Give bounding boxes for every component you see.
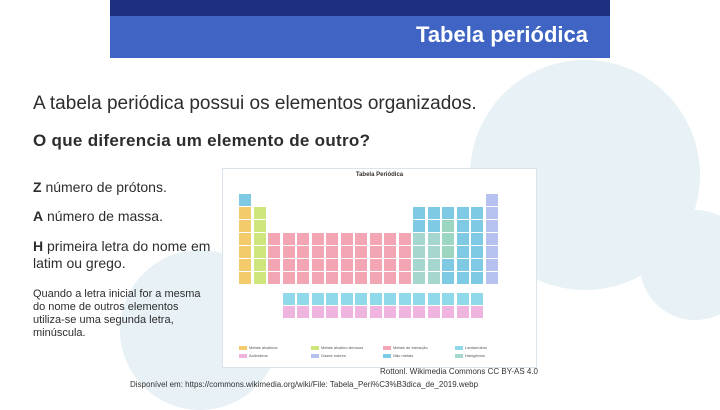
element-cell <box>355 272 367 284</box>
element-cell <box>312 233 324 245</box>
element-cell <box>413 272 425 284</box>
title-bar <box>110 0 610 58</box>
legend-swatch <box>455 346 463 350</box>
element-cell <box>384 272 396 284</box>
element-cell <box>370 293 382 305</box>
element-cell <box>486 233 498 245</box>
element-cell <box>471 259 483 271</box>
element-cell <box>326 233 338 245</box>
legend-item <box>455 353 485 358</box>
element-cell <box>413 306 425 318</box>
element-cell <box>268 272 280 284</box>
element-cell <box>428 272 440 284</box>
legend-item <box>311 353 346 358</box>
element-cell <box>442 272 454 284</box>
element-cell <box>428 306 440 318</box>
legend-label: Metais alcalinos <box>249 345 278 350</box>
element-cell <box>239 246 251 258</box>
definition-symbol: H <box>33 238 44 254</box>
element-cell <box>312 246 324 258</box>
element-cell <box>486 207 498 219</box>
element-cell <box>428 246 440 258</box>
legend-swatch <box>311 354 319 358</box>
element-cell <box>283 306 295 318</box>
legend-label: Lantanídeos <box>465 345 488 350</box>
element-cell <box>326 293 338 305</box>
element-cell <box>312 259 324 271</box>
element-cell <box>428 233 440 245</box>
element-cell <box>239 194 251 206</box>
element-cell <box>370 259 382 271</box>
legend-label: Gases nobres <box>321 353 346 358</box>
element-cell <box>399 246 411 258</box>
element-cell <box>486 194 498 206</box>
periodic-table-image <box>222 168 537 368</box>
element-cell <box>370 306 382 318</box>
element-cell <box>471 246 483 258</box>
legend-item <box>383 353 413 358</box>
element-cell <box>442 293 454 305</box>
element-cell <box>457 233 469 245</box>
element-cell <box>297 293 309 305</box>
element-cell <box>355 306 367 318</box>
element-cell <box>428 259 440 271</box>
element-cell <box>442 207 454 219</box>
element-cell <box>239 259 251 271</box>
definition-a <box>33 208 163 225</box>
definition-symbol: A <box>33 208 44 224</box>
element-cell <box>326 306 338 318</box>
element-cell <box>239 220 251 232</box>
element-cell <box>355 259 367 271</box>
element-cell <box>413 207 425 219</box>
element-cell <box>457 272 469 284</box>
element-cell <box>384 233 396 245</box>
element-cell <box>370 272 382 284</box>
element-cell <box>254 272 266 284</box>
element-cell <box>471 293 483 305</box>
intro-text: A tabela periódica possui os elementos organizados. <box>33 93 477 114</box>
element-cell <box>254 233 266 245</box>
element-cell <box>457 293 469 305</box>
element-cell <box>341 233 353 245</box>
element-cell <box>355 246 367 258</box>
element-cell <box>355 293 367 305</box>
element-cell <box>384 259 396 271</box>
element-cell <box>297 259 309 271</box>
element-cell <box>268 246 280 258</box>
element-cell <box>341 306 353 318</box>
element-cell <box>428 293 440 305</box>
element-cell <box>384 306 396 318</box>
element-cell <box>399 233 411 245</box>
element-cell <box>471 207 483 219</box>
element-cell <box>283 259 295 271</box>
slide-title: Tabela periódica <box>416 22 588 47</box>
element-cell <box>471 272 483 284</box>
image-credit: Rottonl. Wikimedia Commons CC BY-AS 4.0 <box>380 367 538 376</box>
legend-swatch <box>383 346 391 350</box>
element-cell <box>486 220 498 232</box>
element-cell <box>413 259 425 271</box>
element-cell <box>297 272 309 284</box>
element-cell <box>442 220 454 232</box>
element-cell <box>413 293 425 305</box>
element-cell <box>370 233 382 245</box>
legend-label: Metais alcalino-terrosos <box>321 345 364 350</box>
legend-swatch <box>311 346 319 350</box>
definition-text: número de prótons. <box>41 179 167 195</box>
element-cell <box>486 259 498 271</box>
element-cell <box>457 246 469 258</box>
legend-swatch <box>239 354 247 358</box>
definition-symbol: Z <box>33 179 42 195</box>
element-cell <box>283 272 295 284</box>
element-cell <box>326 246 338 258</box>
element-cell <box>471 233 483 245</box>
element-cell <box>399 293 411 305</box>
element-cell <box>283 246 295 258</box>
element-cell <box>254 246 266 258</box>
element-cell <box>442 246 454 258</box>
element-cell <box>297 306 309 318</box>
element-cell <box>268 259 280 271</box>
element-cell <box>297 246 309 258</box>
element-cell <box>399 259 411 271</box>
element-cell <box>341 259 353 271</box>
title-strip <box>110 0 610 16</box>
element-cell <box>341 246 353 258</box>
element-cell <box>413 233 425 245</box>
element-cell <box>312 306 324 318</box>
legend-item <box>311 345 363 350</box>
element-cell <box>471 306 483 318</box>
legend-swatch <box>455 354 463 358</box>
element-cell <box>326 272 338 284</box>
legend-item <box>455 345 487 350</box>
element-cell <box>297 233 309 245</box>
element-cell <box>413 246 425 258</box>
element-cell <box>399 272 411 284</box>
element-cell <box>254 220 266 232</box>
legend-label: Halogênios <box>465 353 486 358</box>
element-cell <box>268 233 280 245</box>
element-cell <box>384 293 396 305</box>
element-cell <box>457 220 469 232</box>
element-cell <box>341 293 353 305</box>
element-cell <box>428 220 440 232</box>
legend-label: Não metais <box>393 353 414 358</box>
element-cell <box>312 293 324 305</box>
element-cell <box>254 207 266 219</box>
element-cell <box>254 259 266 271</box>
element-cell <box>413 220 425 232</box>
element-cell <box>486 272 498 284</box>
element-cell <box>442 306 454 318</box>
element-cell <box>442 259 454 271</box>
definition-h <box>33 238 213 272</box>
definition-text: primeira letra do nome em latim ou grego. <box>33 238 211 271</box>
legend-label: Actinídeos <box>249 353 268 358</box>
element-cell <box>370 246 382 258</box>
element-cell <box>471 220 483 232</box>
element-cell <box>283 233 295 245</box>
legend-item <box>239 345 277 350</box>
definition-z <box>33 179 167 196</box>
element-cell <box>283 293 295 305</box>
definition-text: número de massa. <box>43 208 163 224</box>
legend-swatch <box>383 354 391 358</box>
element-cell <box>326 259 338 271</box>
note-text: Quando a letra inicial for a mesma do nome de outros elementos utiliza-se uma segunda letra, minúscula. <box>33 288 201 339</box>
element-cell <box>457 207 469 219</box>
element-cell <box>457 306 469 318</box>
legend-label: Metais de transição <box>393 345 428 350</box>
element-cell <box>442 233 454 245</box>
element-cell <box>312 272 324 284</box>
legend-item <box>383 345 428 350</box>
element-cell <box>486 246 498 258</box>
element-cell <box>384 246 396 258</box>
element-cell <box>428 207 440 219</box>
element-cell <box>399 306 411 318</box>
element-cell <box>355 233 367 245</box>
periodic-table-title: Tabela Periódica <box>355 172 404 178</box>
element-cell <box>239 233 251 245</box>
legend-swatch <box>239 346 247 350</box>
image-source-url: Disponível em: https://commons.wikimedia.org/wiki/File: Tabela_Peri%C3%B3dica_de_2019.webp <box>130 380 479 389</box>
element-cell <box>239 272 251 284</box>
element-cell <box>239 207 251 219</box>
element-cell <box>457 259 469 271</box>
legend-item <box>239 353 268 358</box>
element-cell <box>341 272 353 284</box>
question-text: O que diferencia um elemento de outro? <box>33 131 371 150</box>
